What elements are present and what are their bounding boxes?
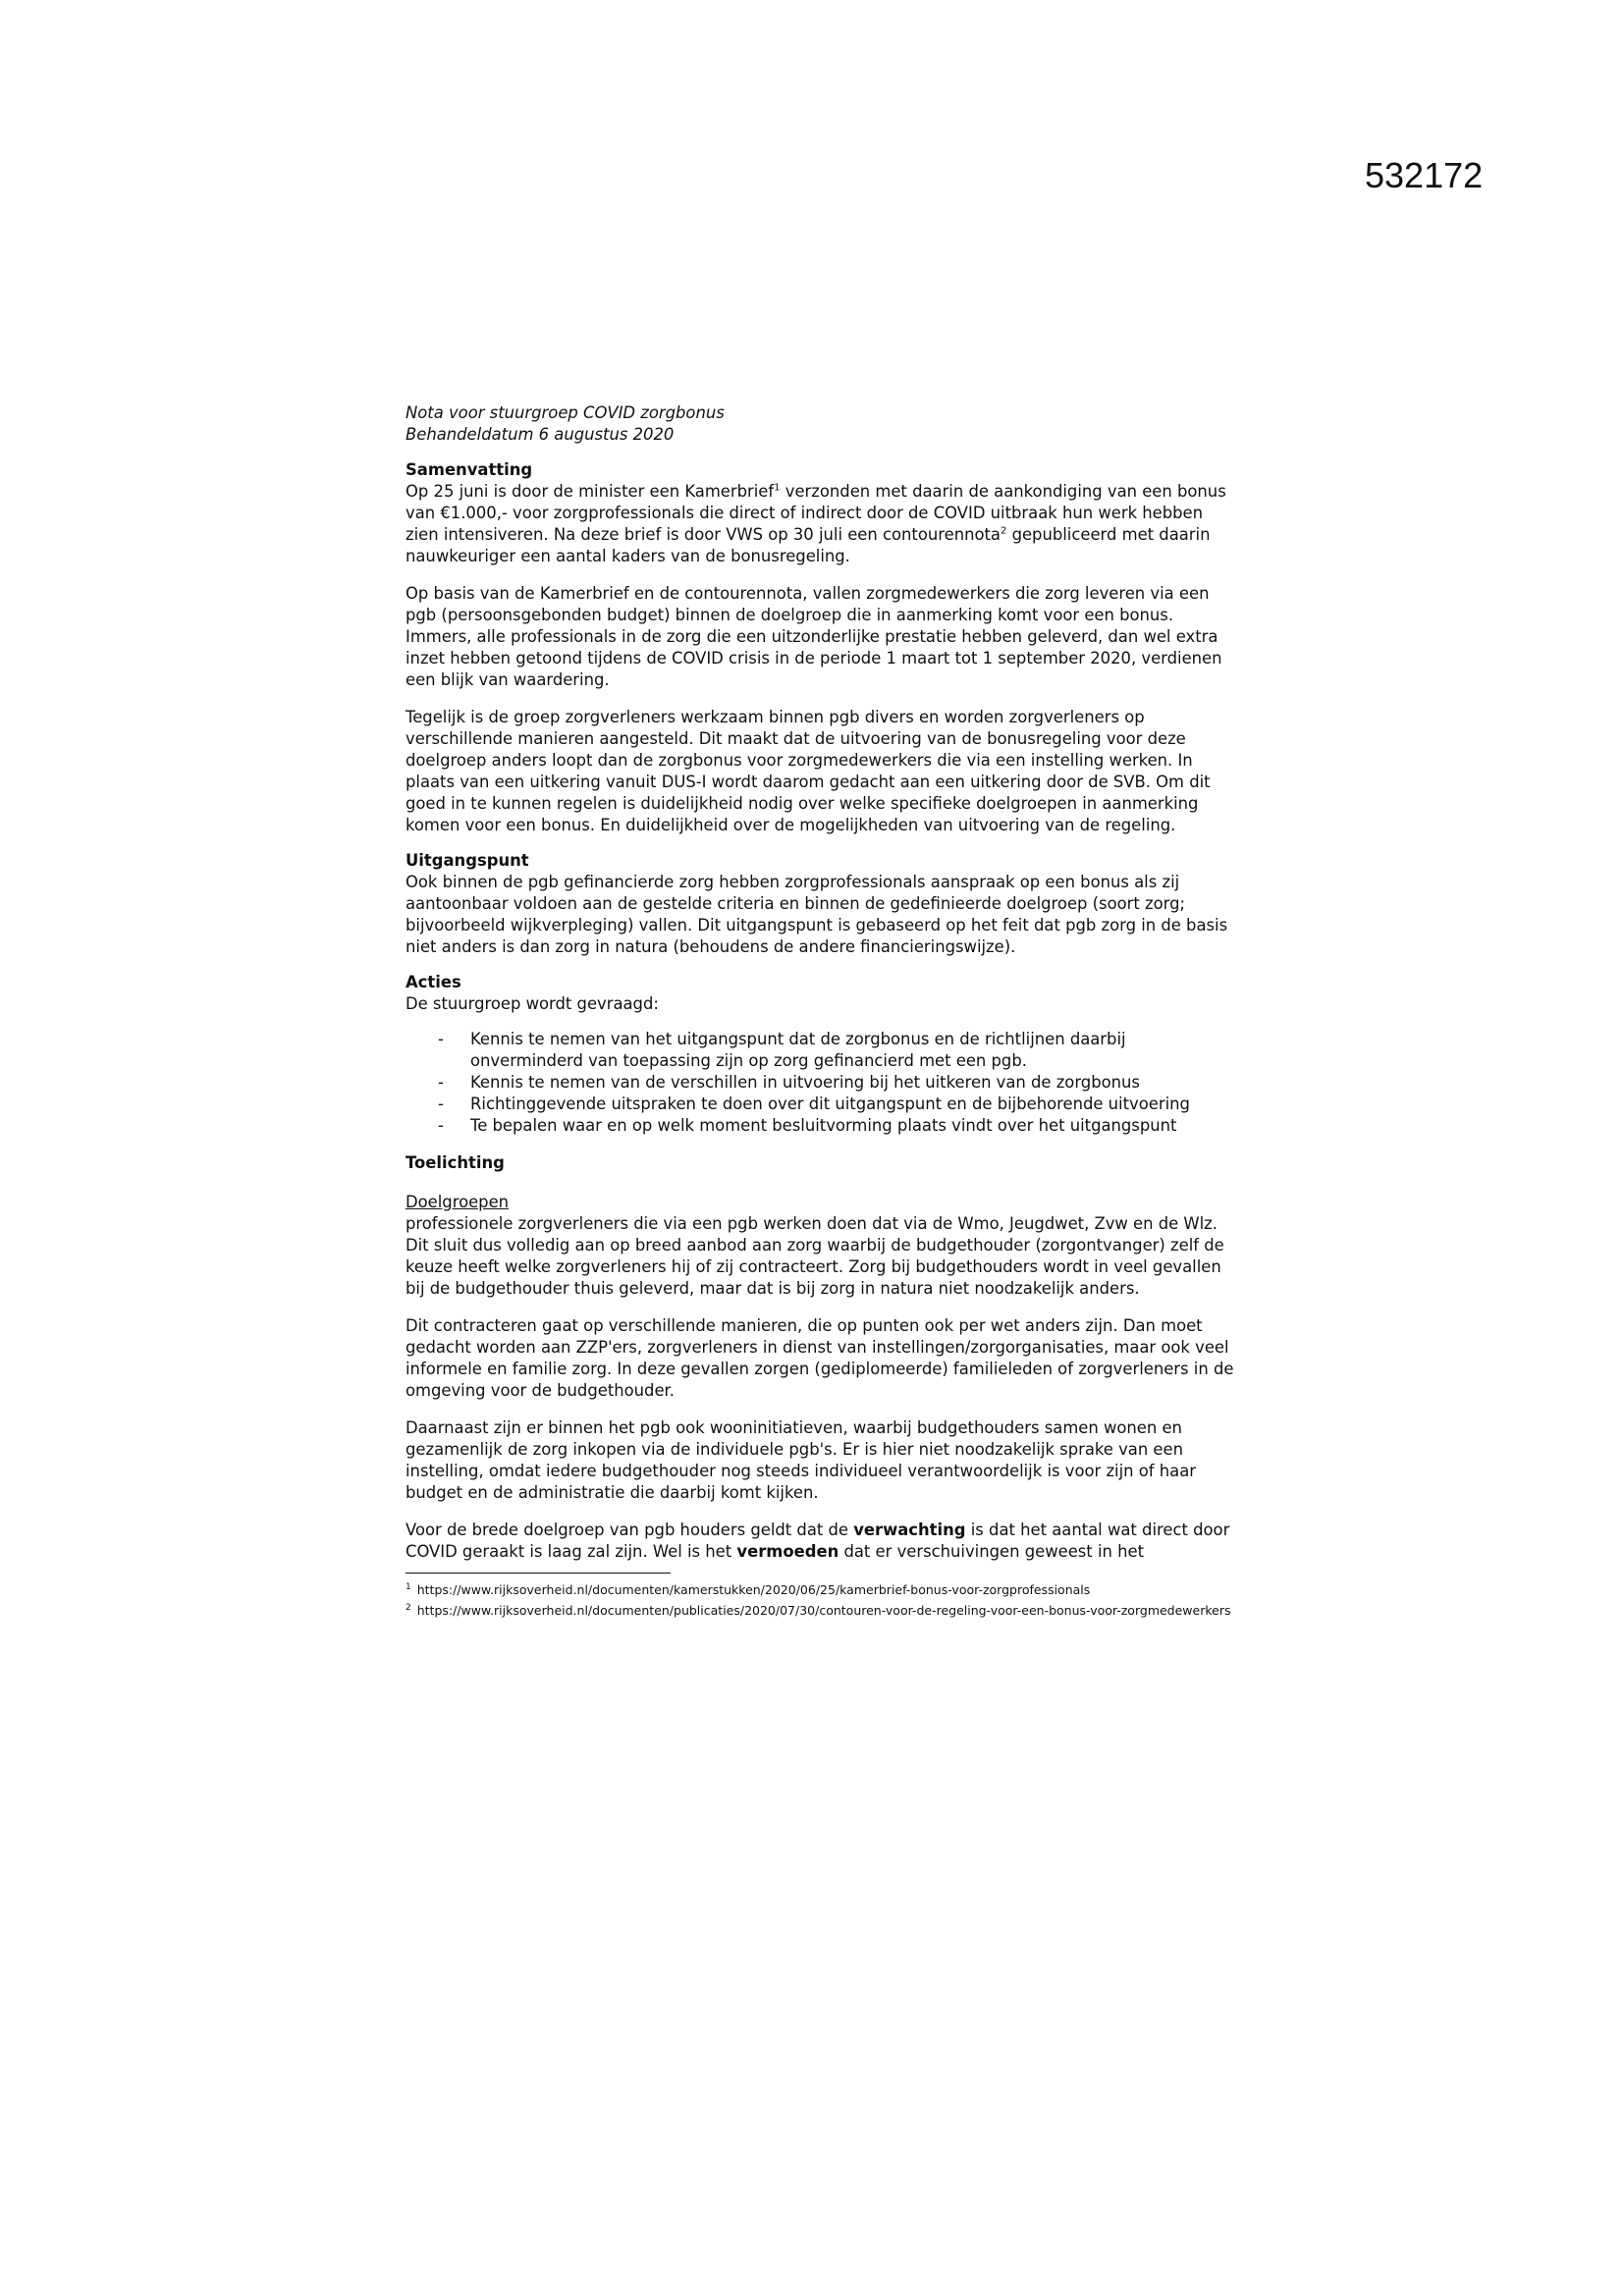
acties-list bbox=[406, 1029, 1238, 1137]
toelichting-paragraph-4: Voor de brede doelgroep van pgb houders geldt dat de verwachting is dat het aantal wat direct door COVID geraakt is laag zal zijn. Wel is het vermoeden dat er verschuivingen geweest in het bbox=[406, 1521, 1230, 1561]
meta-title: Nota voor stuurgroep COVID zorgbonus bbox=[406, 403, 725, 422]
heading-samenvatting: Samenvatting bbox=[406, 460, 533, 479]
toelichting-paragraph-3: Daarnaast zijn er binnen het pgb ook wooninitiatieven, waarbij budgethouders samen wonen en gezamenlijk de zorg inkopen via de individuele pgb's. Er is hier niet noodzakelijk sprake van een instelling, omdat iedere budgethouder nog steeds individueel verantwoordelijk is voor zijn of haar budget en de administratie die daarbij komt kijken. bbox=[406, 1418, 1196, 1502]
toelichting-paragraph-2: Dit contracteren gaat op verschillende manieren, die op punten ook per wet anders zijn. Dan moet gedacht worden aan ZZP'ers, zorgverleners in dienst van instellingen/zorgorganisaties, maar ook veel informele en familie zorg. In deze gevallen zorgen (gediplomeerde) familieleden of zorgverleners in de omgeving voor de budgethouder. bbox=[406, 1316, 1234, 1400]
list-item: - Kennis te nemen van het uitgangspunt dat de zorgbonus en de richtlijnen daarbij onverminderd van toepassing zijn op zorg gefinancierd met een pgb. bbox=[406, 1029, 1238, 1072]
heading-uitgangspunt: Uitgangspunt bbox=[406, 851, 529, 870]
meta-date: Behandeldatum 6 augustus 2020 bbox=[406, 425, 675, 444]
footnote-ref-2[interactable]: 2 bbox=[1000, 525, 1007, 537]
uitgangspunt-paragraph: Ook binnen de pgb gefinancierde zorg hebben zorgprofessionals aanspraak op een bonus als zij aantoonbaar voldoen aan de gestelde criteria en binnen de gedefinieerde doelgroep (soort zorg; bijvoorbeeld wijkverpleging) vallen. Dit uitgangspunt is gebaseerd op het feit dat pgb zorg in de basis niet anders is dan zorg in natura (behoudens de andere financieringswijze). bbox=[406, 873, 1228, 956]
heading-acties: Acties bbox=[406, 973, 461, 991]
footnote-link-2[interactable]: https://www.rijksoverheid.nl/documenten/publicaties/2020/07/30/contouren-voor-de-regeling-voor-een-bonus-voor-zorgmedewerkers bbox=[416, 1603, 1231, 1618]
samenvatting-paragraph-1: Op 25 juni is door de minister een Kamerbrief$^1$ verzonden met daarin de aankondiging van een bonus van €1.000,- voor zorgprofessionals die direct of indirect door de COVID uitbraak hun werk hebben zien intensiveren. Na deze brief is door VWS op 30 juli een contourennota$^2$ gepubliceerd met daarin nauwkeuriger een aantal kaders van de bonusregeling. bbox=[406, 482, 1226, 565]
footnote-2: $^2$ https://www.rijksoverheid.nl/documenten/publicaties/2020/07/30/contouren-voor-de-regeling-voor-een-bonus-voor-zorgmedewerkers bbox=[406, 1602, 1231, 1618]
samenvatting-paragraph-2: Op basis van de Kamerbrief en de contourennota, vallen zorgmedewerkers die zorg leveren via een pgb (persoonsgebonden budget) binnen de doelgroep die in aanmerking komt voor een bonus. Immers, alle professionals in de zorg die een uitzonderlijke prestatie hebben geleverd, dan wel extra inzet hebben getoond tijdens de COVID crisis in de periode 1 maart tot 1 september 2020, verdienen een blijk van waardering. bbox=[406, 584, 1222, 689]
footnote-divider bbox=[406, 1573, 671, 1574]
list-item: - Te bepalen waar en op welk moment besluitvorming plaats vindt over het uitgangspunt bbox=[406, 1115, 1238, 1137]
acties-intro: De stuurgroep wordt gevraagd: bbox=[406, 994, 659, 1013]
toelichting-paragraph-1: professionele zorgverleners die via een pgb werken doen dat via de Wmo, Jeugdwet, Zvw en de Wlz. Dit sluit dus volledig aan op breed aanbod aan zorg waarbij de budgethouder (zorgontvanger) zelf de keuze heeft welke zorgverleners hij of zij contracteert. Zorg bij budgethouders wordt in veel gevallen bij de budgethouder thuis geleverd, maar dat is bij zorg in natura niet noodzakelijk anders. bbox=[406, 1214, 1224, 1298]
heading-toelichting: Toelichting bbox=[406, 1153, 505, 1172]
document-page bbox=[406, 402, 1238, 1623]
list-item: - Kennis te nemen van de verschillen in uitvoering bij het uitkeren van de zorgbonus bbox=[406, 1072, 1238, 1094]
subheading-doelgroepen: Doelgroepen bbox=[406, 1193, 510, 1211]
footnote-link-1[interactable]: https://www.rijksoverheid.nl/documenten/kamerstukken/2020/06/25/kamerbrief-bonus-voor-zorgprofessionals bbox=[416, 1582, 1091, 1597]
samenvatting-paragraph-3: Tegelijk is de groep zorgverleners werkzaam binnen pgb divers en worden zorgverleners op verschillende manieren aangesteld. Dit maakt dat de uitvoering van de bonusregeling voor deze doelgroep anders loopt dan de zorgbonus voor zorgmedewerkers die via een instelling werken. In plaats van een uitkering vanuit DUS-I wordt daarom gedacht aan een uitkering door de SVB. Om dit goed in te kunnen regelen is duidelijkheid nodig over welke specifieke doelgroepen in aanmerking komen voor een bonus. En duidelijkheid over de mogelijkheden van uitvoering van de regeling. bbox=[406, 708, 1211, 834]
document-id: 532172 bbox=[1365, 155, 1484, 195]
footnote-ref-1[interactable]: 1 bbox=[774, 482, 781, 494]
footnote-1: $^1$ https://www.rijksoverheid.nl/documenten/kamerstukken/2020/06/25/kamerbrief-bonus-voor-zorgprofessionals bbox=[406, 1581, 1091, 1597]
list-item: - Richtinggevende uitspraken te doen over dit uitgangspunt en de bijbehorende uitvoering bbox=[406, 1094, 1238, 1115]
